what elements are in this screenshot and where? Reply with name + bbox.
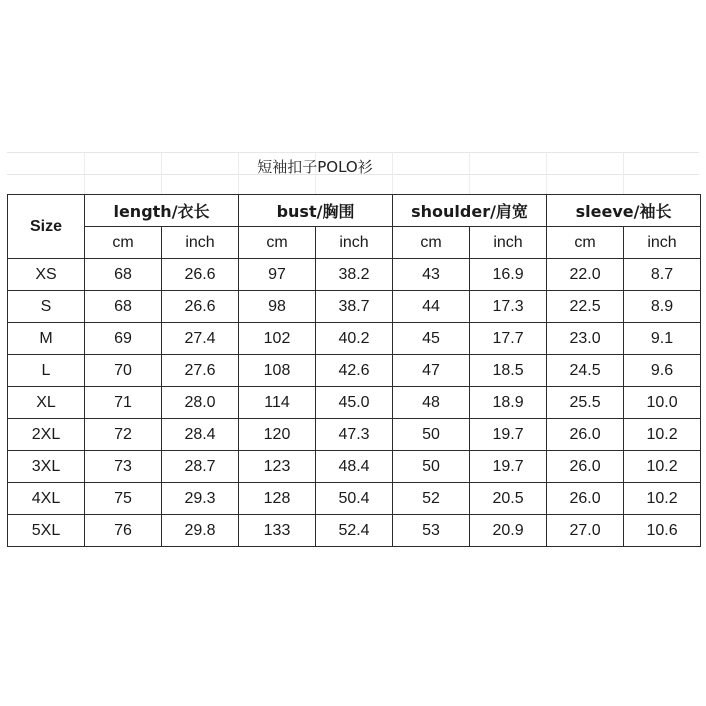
size-column-header: Size (8, 195, 85, 259)
size-chart-table (7, 194, 701, 547)
shoulder-group-header: shoulder/肩宽 (393, 195, 547, 227)
size-label-cell: 2XL (8, 419, 85, 451)
unit-header-cell: inch (162, 227, 239, 259)
unit-header-cell: cm (85, 227, 162, 259)
measurement-cell: 68 (85, 291, 162, 323)
measurement-cell: 26.6 (162, 259, 239, 291)
size-label-cell: L (8, 355, 85, 387)
measurement-cell: 38.2 (316, 259, 393, 291)
measurement-cell: 23.0 (547, 323, 624, 355)
table-row (8, 259, 701, 291)
measurement-cell: 50 (393, 419, 470, 451)
measurement-cell: 19.7 (470, 419, 547, 451)
measurement-cell: 27.4 (162, 323, 239, 355)
unit-header-cell: cm (547, 227, 624, 259)
measurement-cell: 50.4 (316, 483, 393, 515)
unit-header-cell: inch (624, 227, 701, 259)
table-row (8, 323, 701, 355)
measurement-cell: 26.0 (547, 419, 624, 451)
measurement-cell: 52.4 (316, 515, 393, 547)
measurement-cell: 44 (393, 291, 470, 323)
size-label-cell: XL (8, 387, 85, 419)
table-row (8, 419, 701, 451)
measurement-cell: 42.6 (316, 355, 393, 387)
measurement-cell: 8.7 (624, 259, 701, 291)
measurement-cell: 108 (239, 355, 316, 387)
measurement-cell: 22.0 (547, 259, 624, 291)
measurement-cell: 45.0 (316, 387, 393, 419)
measurement-cell: 9.1 (624, 323, 701, 355)
size-label-cell: S (8, 291, 85, 323)
bust-group-header: bust/胸围 (239, 195, 393, 227)
measurement-cell: 10.6 (624, 515, 701, 547)
table-header-row (8, 195, 701, 227)
measurement-cell: 71 (85, 387, 162, 419)
sleeve-group-header: sleeve/袖长 (547, 195, 701, 227)
measurement-cell: 24.5 (547, 355, 624, 387)
measurement-cell: 17.7 (470, 323, 547, 355)
measurement-cell: 73 (85, 451, 162, 483)
measurement-cell: 25.5 (547, 387, 624, 419)
measurement-cell: 10.2 (624, 451, 701, 483)
measurement-cell: 70 (85, 355, 162, 387)
measurement-cell: 16.9 (470, 259, 547, 291)
measurement-cell: 47.3 (316, 419, 393, 451)
measurement-cell: 10.2 (624, 419, 701, 451)
measurement-cell: 133 (239, 515, 316, 547)
measurement-cell: 75 (85, 483, 162, 515)
measurement-cell: 98 (239, 291, 316, 323)
measurement-cell: 26.0 (547, 483, 624, 515)
measurement-cell: 17.3 (470, 291, 547, 323)
measurement-cell: 27.0 (547, 515, 624, 547)
size-label-cell: XS (8, 259, 85, 291)
measurement-cell: 10.0 (624, 387, 701, 419)
measurement-cell: 69 (85, 323, 162, 355)
table-row (8, 355, 701, 387)
table-row (8, 451, 701, 483)
measurement-cell: 48 (393, 387, 470, 419)
table-row (8, 515, 701, 547)
measurement-cell: 19.7 (470, 451, 547, 483)
size-label-cell: M (8, 323, 85, 355)
measurement-cell: 8.9 (624, 291, 701, 323)
measurement-cell: 47 (393, 355, 470, 387)
table-row (8, 483, 701, 515)
length-group-header: length/衣长 (85, 195, 239, 227)
measurement-cell: 28.7 (162, 451, 239, 483)
measurement-cell: 53 (393, 515, 470, 547)
measurement-cell: 18.9 (470, 387, 547, 419)
measurement-cell: 18.5 (470, 355, 547, 387)
measurement-cell: 76 (85, 515, 162, 547)
measurement-cell: 68 (85, 259, 162, 291)
measurement-cell: 102 (239, 323, 316, 355)
measurement-cell: 22.5 (547, 291, 624, 323)
size-label-cell: 5XL (8, 515, 85, 547)
measurement-cell: 27.6 (162, 355, 239, 387)
size-label-cell: 4XL (8, 483, 85, 515)
measurement-cell: 50 (393, 451, 470, 483)
measurement-cell: 114 (239, 387, 316, 419)
size-label-cell: 3XL (8, 451, 85, 483)
measurement-cell: 29.3 (162, 483, 239, 515)
table-row (8, 291, 701, 323)
measurement-cell: 9.6 (624, 355, 701, 387)
measurement-cell: 120 (239, 419, 316, 451)
unit-header-cell: cm (393, 227, 470, 259)
measurement-cell: 45 (393, 323, 470, 355)
sheet-gridline (7, 152, 699, 153)
unit-header-cell: inch (316, 227, 393, 259)
measurement-cell: 26.6 (162, 291, 239, 323)
measurement-cell: 38.7 (316, 291, 393, 323)
measurement-cell: 123 (239, 451, 316, 483)
measurement-cell: 10.2 (624, 483, 701, 515)
unit-header-row (8, 227, 701, 259)
measurement-cell: 72 (85, 419, 162, 451)
measurement-cell: 97 (239, 259, 316, 291)
measurement-cell: 28.0 (162, 387, 239, 419)
unit-header-cell: cm (239, 227, 316, 259)
table-row (8, 387, 701, 419)
measurement-cell: 52 (393, 483, 470, 515)
measurement-cell: 28.4 (162, 419, 239, 451)
measurement-cell: 40.2 (316, 323, 393, 355)
measurement-cell: 20.5 (470, 483, 547, 515)
page-title: 短袖扣子POLO衫 (257, 158, 373, 176)
unit-header-cell: inch (470, 227, 547, 259)
measurement-cell: 29.8 (162, 515, 239, 547)
measurement-cell: 48.4 (316, 451, 393, 483)
measurement-cell: 26.0 (547, 451, 624, 483)
measurement-cell: 128 (239, 483, 316, 515)
measurement-cell: 43 (393, 259, 470, 291)
measurement-cell: 20.9 (470, 515, 547, 547)
